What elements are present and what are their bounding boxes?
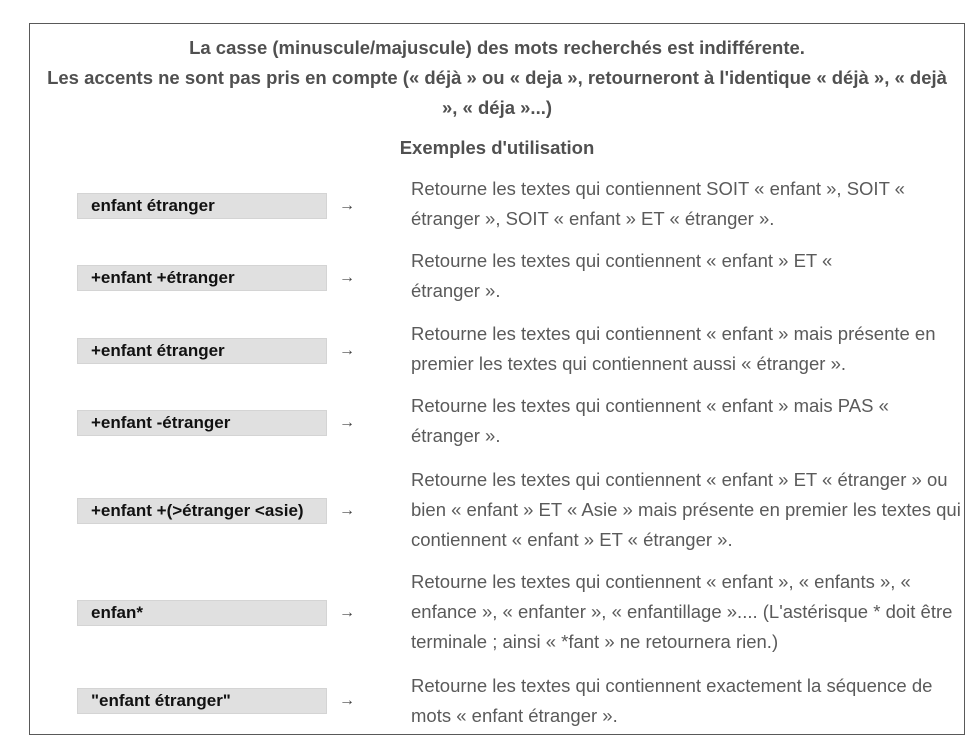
- example-query: enfan*: [77, 600, 327, 626]
- example-query: +enfant +(>étranger <asie): [77, 498, 327, 524]
- example-query: "enfant étranger": [77, 688, 327, 714]
- arrow-right-icon: →: [339, 502, 355, 519]
- arrow-right-icon: →: [339, 414, 355, 431]
- example-query: enfant étranger: [77, 193, 327, 219]
- example-description: Retourne les textes qui contiennent « enfant » mais présente en premier les textes qui contiennent aussi « étranger ».: [411, 323, 936, 374]
- case-insensitivity-note: La casse (minuscule/majuscule) des mots recherchés est indifférente.: [189, 37, 805, 58]
- example-description: Retourne les textes qui contiennent « enfant » ET « étranger ».: [411, 250, 833, 301]
- examples-heading: Exemples d'utilisation: [399, 137, 595, 158]
- arrow-right-icon: →: [339, 342, 355, 359]
- example-description: Retourne les textes qui contiennent « enfant » mais PAS « étranger ».: [411, 395, 889, 446]
- example-query: +enfant +étranger: [77, 265, 327, 291]
- example-description: Retourne les textes qui contiennent exactement la séquence de mots « enfant étranger ».: [411, 675, 933, 726]
- search-rules-intro: [30, 33, 964, 123]
- example-description: Retourne les textes qui contiennent SOIT « enfant », SOIT « étranger », SOIT « enfant » ET « étranger ».: [411, 178, 905, 229]
- example-query: +enfant -étranger: [77, 410, 327, 436]
- example-description: Retourne les textes qui contiennent « enfant », « enfants », « enfance », « enfanter », « enfantillage ».... (L'astérisque * doit être terminale ; ainsi « *fant » ne retournera rien.): [411, 571, 953, 652]
- example-description: Retourne les textes qui contiennent « enfant » ET « étranger » ou bien « enfant » ET « Asie » mais présente en premier les textes qui contiennent « enfant » ET « étranger ».: [411, 469, 961, 550]
- arrow-right-icon: →: [339, 692, 355, 709]
- example-query: +enfant étranger: [77, 338, 327, 364]
- arrow-right-icon: →: [339, 269, 355, 286]
- search-help-panel: [29, 23, 965, 735]
- accent-insensitivity-note: Les accents ne sont pas pris en compte (« déjà » ou « deja », retourneront à l'identique « déjà », « dejà », « déja »...): [47, 67, 947, 118]
- arrow-right-icon: →: [339, 197, 355, 214]
- arrow-right-icon: →: [339, 604, 355, 621]
